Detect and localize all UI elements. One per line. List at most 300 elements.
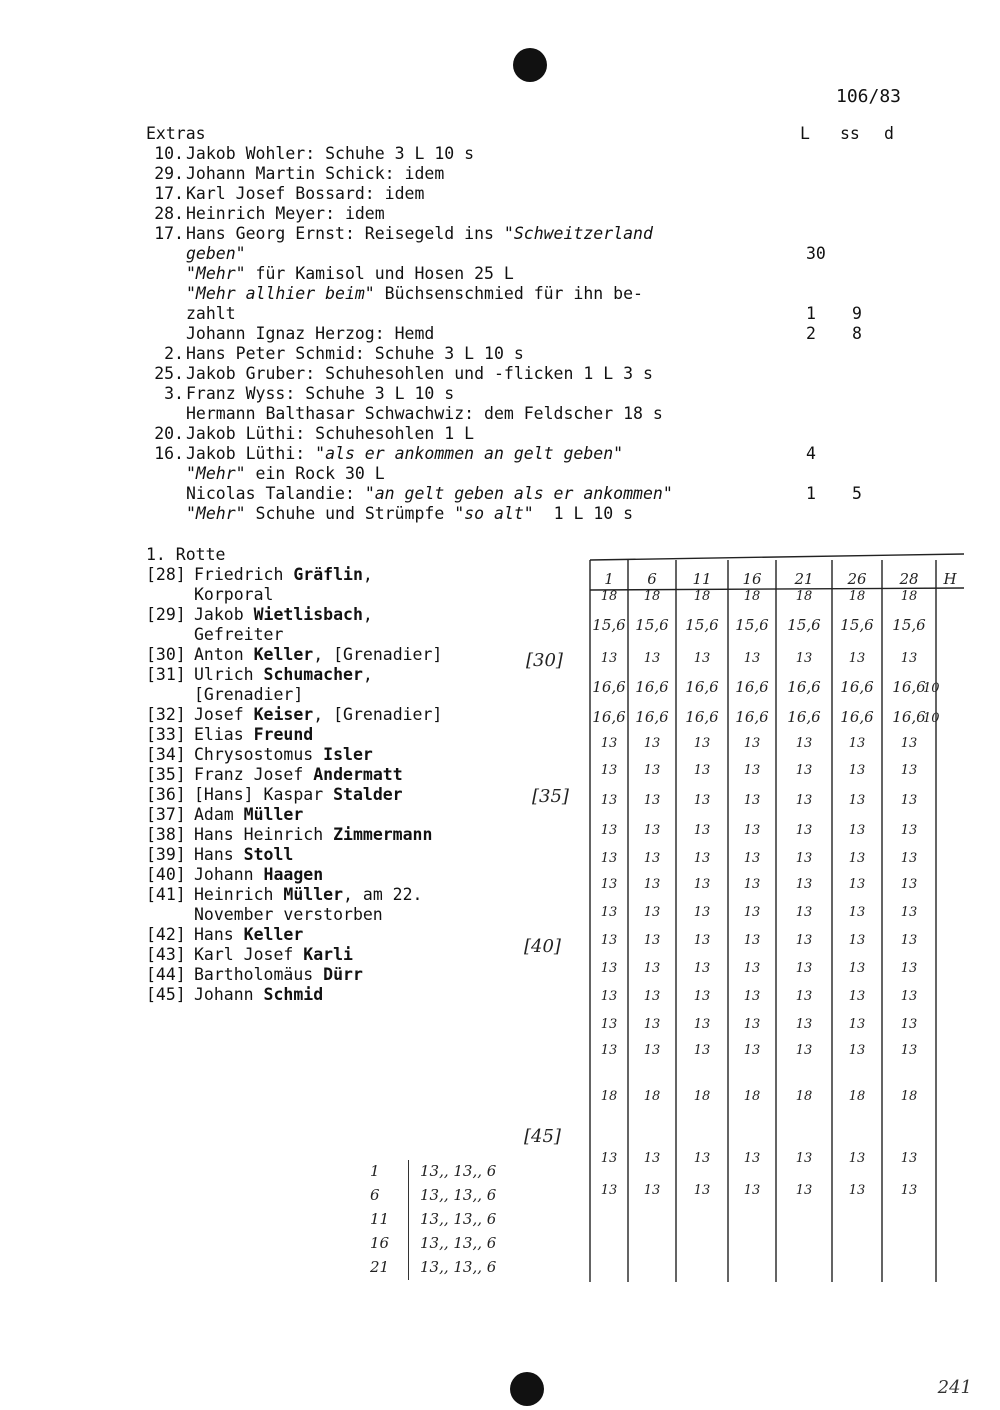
ledger-cell: 13 xyxy=(643,989,661,1004)
ledger-cell: 13 xyxy=(643,763,661,778)
ledger-cell: 13 xyxy=(795,793,813,808)
ledger-cell: 13 xyxy=(900,933,918,948)
page-number: 106/83 xyxy=(836,86,902,107)
ledger-cell: 13 xyxy=(795,905,813,920)
ledger-cell: 13 xyxy=(743,763,761,778)
roster-entry-number: [38] xyxy=(146,825,186,844)
ledger-cell: 13 xyxy=(743,851,761,866)
summary-day: 21 xyxy=(370,1258,390,1276)
ledger-cell: 16,6 xyxy=(635,678,669,696)
extras-row xyxy=(146,424,475,444)
roster-entry-number: [31] xyxy=(146,665,186,684)
ledger-cell: 16,6 xyxy=(635,708,669,726)
extras-row-text: Nicolas Talandie: "an gelt geben als er ankommen" xyxy=(186,484,673,503)
ledger-header: H xyxy=(943,570,957,588)
ledger-cell: 13 xyxy=(743,989,761,1004)
roster-first-name: Josef xyxy=(194,705,254,724)
ledger-cell: 15,6 xyxy=(840,616,874,634)
extras-row-day: 17. xyxy=(154,224,184,243)
roster-first-name: Bartholomäus xyxy=(194,965,324,984)
roster-entry xyxy=(146,645,442,665)
roster-entry xyxy=(146,785,442,805)
summary-day: 11 xyxy=(370,1210,390,1228)
roster-entry xyxy=(146,885,442,905)
ledger-cell: 13 xyxy=(643,877,661,892)
ledger-side-note: 10 xyxy=(923,681,940,696)
ledger-cell: 18 xyxy=(643,1089,661,1104)
ledger-cell: 13 xyxy=(600,1183,618,1198)
roster-last-name: Dürr xyxy=(323,965,363,984)
roster-entry-note: November verstorben xyxy=(194,905,383,924)
roster-first-name: Adam xyxy=(194,805,244,824)
roster-first-name: Johann xyxy=(194,985,264,1004)
ledger-cell: 13 xyxy=(600,823,618,838)
ledger-cell: 13 xyxy=(643,1183,661,1198)
roster-entry-number: [45] xyxy=(146,985,186,1004)
roster-list xyxy=(146,565,442,1005)
roster-entry xyxy=(146,565,442,585)
roster-last-name: Gräflin xyxy=(293,565,363,584)
ledger-cell: 13 xyxy=(900,651,918,666)
ledger-cell: 13 xyxy=(693,1017,711,1032)
extras-row xyxy=(146,384,455,404)
ledger-cell: 18 xyxy=(600,1089,618,1104)
roster-suffix: , xyxy=(362,665,373,684)
roster-last-name: Zimmermann xyxy=(333,825,433,844)
ledger-cell: 13 xyxy=(900,1183,918,1198)
roster-first-name: Chrysostomus xyxy=(194,745,324,764)
roster-last-name: Andermatt xyxy=(313,765,403,784)
ledger-cell: 16,6 xyxy=(892,678,926,696)
ledger-cell: 13 xyxy=(848,823,866,838)
extras-row-day: 17. xyxy=(154,184,184,203)
ledger-cell: 13 xyxy=(848,1017,866,1032)
ledger-header: 26 xyxy=(847,570,867,588)
ledger-cell: 13 xyxy=(743,1017,761,1032)
extras-row xyxy=(146,144,475,164)
extras-row-day: 10. xyxy=(154,144,184,163)
ledger-cell: 18 xyxy=(795,1089,813,1104)
ledger-side-note: 10 xyxy=(923,711,940,726)
amount-ss: 9 xyxy=(852,304,862,323)
roster-last-name: Haagen xyxy=(263,865,324,884)
ledger-cell: 18 xyxy=(900,1089,918,1104)
ledger-cell: 13 xyxy=(643,851,661,866)
roster-entry-number: [33] xyxy=(146,725,186,744)
roster-suffix: , xyxy=(362,605,373,624)
roster-first-name: Ulrich xyxy=(194,665,264,684)
amount-ss: 5 xyxy=(852,484,862,503)
ledger-cell: 13 xyxy=(643,651,661,666)
roster-entry-number: [36] xyxy=(146,785,186,804)
extras-row-text: geben" xyxy=(186,244,246,263)
roster-last-name: Müller xyxy=(283,885,344,904)
ledger-cell: 13 xyxy=(600,651,618,666)
ledger-cell: 16,6 xyxy=(840,708,874,726)
roster-entry-note: Korporal xyxy=(194,585,274,604)
roster-last-name: Keiser xyxy=(253,705,314,724)
extras-row xyxy=(146,184,425,204)
roster-entry-number: [37] xyxy=(146,805,186,824)
summary-values: 13,, 13,, 6 xyxy=(420,1210,497,1228)
ledger-cell: 16,6 xyxy=(892,708,926,726)
roster-first-name: [Hans] Kaspar xyxy=(194,785,334,804)
roster-first-name: Hans xyxy=(194,925,244,944)
ledger-cell: 13 xyxy=(795,1151,813,1166)
roster-entry-note: Gefreiter xyxy=(194,625,284,644)
ledger-cell: 13 xyxy=(693,989,711,1004)
roster-entry xyxy=(146,945,442,965)
summary-values: 13,, 13,, 6 xyxy=(420,1234,497,1252)
extras-row-text: Jakob Wohler: Schuhe 3 L 10 s xyxy=(186,144,475,163)
ledger-cell: 13 xyxy=(795,1043,813,1058)
ledger-cell: 13 xyxy=(743,961,761,976)
ledger-cell: 13 xyxy=(693,961,711,976)
ledger-cell: 13 xyxy=(900,793,918,808)
ledger-cell: 13 xyxy=(743,933,761,948)
ledger-cell: 15,6 xyxy=(635,616,669,634)
ledger-cell: 18 xyxy=(600,589,618,604)
roster-entry xyxy=(146,865,442,885)
roster-first-name: Jakob xyxy=(194,605,254,624)
roster-entry xyxy=(146,805,442,825)
roster-suffix: , [Grenadier] xyxy=(313,705,443,724)
extras-row-day: 28. xyxy=(154,204,184,223)
ledger-cell: 13 xyxy=(743,736,761,751)
roster-entry-number: [39] xyxy=(146,845,186,864)
ledger-cell: 13 xyxy=(900,851,918,866)
ledger-cell: 13 xyxy=(600,877,618,892)
roster-entry xyxy=(146,985,442,1005)
column-header-L: L xyxy=(800,124,810,143)
ledger-header: 6 xyxy=(647,570,657,588)
extras-row-day: 16. xyxy=(154,444,184,463)
ledger-cell: 13 xyxy=(848,1043,866,1058)
extras-row xyxy=(146,204,385,224)
punch-hole-bottom xyxy=(510,1372,544,1406)
roster-entry xyxy=(146,745,442,765)
ledger-cell: 13 xyxy=(693,933,711,948)
column-header-ss: ss xyxy=(840,124,860,143)
roster-last-name: Schumacher xyxy=(263,665,363,684)
ledger-cell: 18 xyxy=(743,589,761,604)
extras-row-day: 2. xyxy=(164,344,184,363)
extras-row-text: "Mehr" Schuhe und Strümpfe "so alt" 1 L 10 s xyxy=(186,504,634,523)
margin-mark: [40] xyxy=(524,936,561,957)
ledger-cell: 13 xyxy=(643,1043,661,1058)
ledger-cell: 13 xyxy=(743,1043,761,1058)
ledger-cell: 13 xyxy=(743,793,761,808)
roster-first-name: Anton xyxy=(194,645,254,664)
summary-values: 13,, 13,, 6 xyxy=(420,1162,497,1180)
extras-row xyxy=(146,244,246,264)
roster-entry-number: [29] xyxy=(146,605,186,624)
ledger-cell: 13 xyxy=(693,851,711,866)
roster-entry xyxy=(146,725,442,745)
extras-row-text: Jakob Lüthi: "als er ankommen an gelt geben" xyxy=(186,444,624,463)
ledger-cell: 13 xyxy=(848,933,866,948)
extras-row-text: Hans Georg Ernst: Reisegeld ins "Schweitzerland xyxy=(186,224,653,243)
ledger-cell: 13 xyxy=(848,877,866,892)
ledger-cell: 13 xyxy=(693,1043,711,1058)
extras-row xyxy=(146,304,236,324)
ledger-cell: 13 xyxy=(693,877,711,892)
ledger-cell: 13 xyxy=(743,877,761,892)
roster-entry xyxy=(146,705,442,725)
ledger-cell: 13 xyxy=(900,736,918,751)
roster-suffix: , xyxy=(362,565,373,584)
roster-entry-number: [41] xyxy=(146,885,186,904)
ledger-cell: 13 xyxy=(643,905,661,920)
extras-row-text: zahlt xyxy=(186,304,236,323)
ledger-cell: 13 xyxy=(600,793,618,808)
ledger-cell: 16,6 xyxy=(840,678,874,696)
extras-row-day: 20. xyxy=(154,424,184,443)
roster-entry-number: [32] xyxy=(146,705,186,724)
roster-first-name: Friedrich xyxy=(194,565,294,584)
summary-divider xyxy=(408,1160,409,1280)
roster-entry-note: [Grenadier] xyxy=(194,685,304,704)
ledger-cell: 13 xyxy=(795,961,813,976)
extras-row xyxy=(146,344,524,364)
ledger-cell: 13 xyxy=(900,763,918,778)
ledger-cell: 15,6 xyxy=(787,616,821,634)
amount-ss: 8 xyxy=(852,324,862,343)
ledger-cell: 13 xyxy=(600,989,618,1004)
roster-entry xyxy=(146,845,442,865)
roster-entry xyxy=(146,665,442,685)
margin-mark: [35] xyxy=(532,786,569,807)
margin-mark: [45] xyxy=(524,1126,561,1147)
ledger-cell: 13 xyxy=(693,736,711,751)
ledger-cell: 16,6 xyxy=(735,708,769,726)
grid-line xyxy=(590,554,964,560)
amount-L: 30 xyxy=(806,244,826,263)
roster-last-name: Keller xyxy=(253,645,314,664)
roster-first-name: Elias xyxy=(194,725,254,744)
ledger-cell: 13 xyxy=(900,823,918,838)
ledger-cell: 18 xyxy=(693,1089,711,1104)
roster-entry-number: [34] xyxy=(146,745,186,764)
ledger-cell: 13 xyxy=(848,989,866,1004)
ledger-cell: 13 xyxy=(693,823,711,838)
ledger-cell: 13 xyxy=(643,961,661,976)
extras-row xyxy=(146,284,643,304)
ledger-cell: 13 xyxy=(795,1183,813,1198)
ledger-cell: 13 xyxy=(900,1017,918,1032)
ledger-cell: 13 xyxy=(643,736,661,751)
ledger-cell: 13 xyxy=(848,1151,866,1166)
roster-last-name: Schmid xyxy=(263,985,324,1004)
ledger-cell: 13 xyxy=(643,933,661,948)
extras-row-day: 3. xyxy=(164,384,184,403)
roster-first-name: Karl Josef xyxy=(194,945,304,964)
ledger-cell: 15,6 xyxy=(735,616,769,634)
roster-entry-number: [28] xyxy=(146,565,186,584)
ledger-cell: 13 xyxy=(848,905,866,920)
handwritten-ledger xyxy=(578,552,978,1292)
extras-row-text: Hermann Balthasar Schwachwiz: dem Feldscher 18 s xyxy=(186,404,663,423)
roster-entry xyxy=(146,605,442,625)
roster-last-name: Müller xyxy=(243,805,304,824)
ledger-header: 16 xyxy=(742,570,762,588)
ledger-cell: 13 xyxy=(600,1017,618,1032)
extras-row xyxy=(146,224,653,244)
roster-first-name: Hans Heinrich xyxy=(194,825,334,844)
roster xyxy=(146,545,442,1005)
ledger-cell: 13 xyxy=(848,851,866,866)
extras-row-day: 25. xyxy=(154,364,184,383)
ledger-cell: 13 xyxy=(795,1017,813,1032)
summary-day: 6 xyxy=(370,1186,380,1204)
ledger-cell: 13 xyxy=(900,989,918,1004)
extras-row-text: Jakob Gruber: Schuhesohlen und -flicken 1 L 3 s xyxy=(186,364,653,383)
extras-row xyxy=(146,504,634,524)
roster-first-name: Hans xyxy=(194,845,244,864)
ledger-cell: 13 xyxy=(848,961,866,976)
extras-row xyxy=(146,444,624,464)
roster-last-name: Keller xyxy=(243,925,304,944)
ledger-cell: 13 xyxy=(795,763,813,778)
roster-entry-number: [42] xyxy=(146,925,186,944)
amount-L: 2 xyxy=(806,324,816,343)
ledger-cell: 16,6 xyxy=(787,708,821,726)
extras-row-text: Karl Josef Bossard: idem xyxy=(186,184,425,203)
roster-last-name: Freund xyxy=(253,725,314,744)
ledger-cell: 13 xyxy=(743,823,761,838)
ledger-cell: 18 xyxy=(848,589,866,604)
roster-entry-number: [35] xyxy=(146,765,186,784)
roster-entry-number: [44] xyxy=(146,965,186,984)
amount-L: 1 xyxy=(806,484,816,503)
ledger-cell: 13 xyxy=(795,933,813,948)
extras-row-text: "Mehr" ein Rock 30 L xyxy=(186,464,385,483)
roster-entry xyxy=(146,765,442,785)
summary-values: 13,, 13,, 6 xyxy=(420,1258,497,1276)
extras-row-text: "Mehr" für Kamisol und Hosen 25 L xyxy=(186,264,514,283)
ledger-cell: 13 xyxy=(848,736,866,751)
ledger-header: 21 xyxy=(794,570,814,588)
ledger-cell: 13 xyxy=(600,851,618,866)
roster-last-name: Isler xyxy=(323,745,373,764)
roster-entry xyxy=(146,825,442,845)
ledger-cell: 16,6 xyxy=(735,678,769,696)
roster-first-name: Johann xyxy=(194,865,264,884)
summary-values: 13,, 13,, 6 xyxy=(420,1186,497,1204)
ledger-cell: 13 xyxy=(693,793,711,808)
ledger-cell: 15,6 xyxy=(592,616,626,634)
ledger-cell: 13 xyxy=(848,651,866,666)
ledger-cell: 13 xyxy=(643,793,661,808)
ledger-header: 1 xyxy=(604,570,614,588)
roster-entry-number: [43] xyxy=(146,945,186,964)
extras-row-text: Franz Wyss: Schuhe 3 L 10 s xyxy=(186,384,455,403)
extras-row-text: Jakob Lüthi: Schuhesohlen 1 L xyxy=(186,424,475,443)
ledger-cell: 13 xyxy=(900,877,918,892)
ledger-cell: 13 xyxy=(693,651,711,666)
ledger-cell: 13 xyxy=(600,1151,618,1166)
ledger-cell: 13 xyxy=(795,877,813,892)
roster-first-name: Franz Josef xyxy=(194,765,314,784)
extras-row-text: Hans Peter Schmid: Schuhe 3 L 10 s xyxy=(186,344,524,363)
ledger-cell: 13 xyxy=(900,1043,918,1058)
ledger-cell: 13 xyxy=(600,1043,618,1058)
ledger-cell: 18 xyxy=(743,1089,761,1104)
ledger-cell: 13 xyxy=(900,1151,918,1166)
extras-row xyxy=(146,324,435,344)
ledger-cell: 13 xyxy=(795,651,813,666)
extras-row-text: Heinrich Meyer: idem xyxy=(186,204,385,223)
ledger-cell: 18 xyxy=(795,589,813,604)
amount-L: 1 xyxy=(806,304,816,323)
ledger-cell: 13 xyxy=(795,851,813,866)
ledger-cell: 13 xyxy=(743,1151,761,1166)
summary-day: 16 xyxy=(370,1234,390,1252)
ledger-cell: 13 xyxy=(600,961,618,976)
ledger-cell: 13 xyxy=(743,905,761,920)
ledger-cell: 16,6 xyxy=(592,678,626,696)
ledger-cell: 18 xyxy=(693,589,711,604)
extras-row xyxy=(146,404,663,424)
extras-row-text: Johann Ignaz Herzog: Hemd xyxy=(186,324,435,343)
extras-row xyxy=(146,484,673,504)
roster-last-name: Stalder xyxy=(333,785,403,804)
ledger-cell: 13 xyxy=(693,1183,711,1198)
ledger-cell: 13 xyxy=(600,905,618,920)
archive-number: 241 xyxy=(937,1377,972,1398)
ledger-cell: 13 xyxy=(600,736,618,751)
ledger-cell: 13 xyxy=(643,1017,661,1032)
ledger-cell: 13 xyxy=(795,823,813,838)
roster-first-name: Heinrich xyxy=(194,885,284,904)
roster-suffix: , [Grenadier] xyxy=(313,645,443,664)
extras-row xyxy=(146,264,514,284)
ledger-header: 28 xyxy=(899,570,919,588)
ledger-cell: 13 xyxy=(795,736,813,751)
punch-hole-top xyxy=(513,48,547,82)
ledger-cell: 13 xyxy=(900,961,918,976)
ledger-cell: 13 xyxy=(693,905,711,920)
roster-entry xyxy=(146,925,442,945)
ledger-cell: 15,6 xyxy=(685,616,719,634)
ledger-cell: 13 xyxy=(795,989,813,1004)
ledger-cell: 16,6 xyxy=(685,678,719,696)
ledger-cell: 18 xyxy=(900,589,918,604)
margin-mark: [30] xyxy=(526,650,563,671)
ledger-cell: 13 xyxy=(693,763,711,778)
extras-heading: Extras xyxy=(146,124,206,143)
ledger-cell: 13 xyxy=(643,1151,661,1166)
roster-entry xyxy=(146,965,442,985)
amount-L: 4 xyxy=(806,444,816,463)
ledger-cell: 13 xyxy=(848,793,866,808)
roster-heading: 1. Rotte xyxy=(146,545,226,564)
ledger-cell: 13 xyxy=(848,1183,866,1198)
summary-day: 1 xyxy=(370,1162,380,1180)
extras-row-text: Johann Martin Schick: idem xyxy=(186,164,445,183)
ledger-cell: 13 xyxy=(600,933,618,948)
ledger-cell: 13 xyxy=(743,1183,761,1198)
roster-last-name: Karli xyxy=(303,945,353,964)
ledger-cell: 18 xyxy=(848,1089,866,1104)
column-header-d: d xyxy=(884,124,894,143)
roster-last-name: Stoll xyxy=(243,845,294,864)
ledger-cell: 16,6 xyxy=(787,678,821,696)
roster-suffix: , am 22. xyxy=(343,885,423,904)
ledger-cell: 13 xyxy=(848,763,866,778)
ledger-cell: 13 xyxy=(743,651,761,666)
ledger-header: 11 xyxy=(692,570,712,588)
